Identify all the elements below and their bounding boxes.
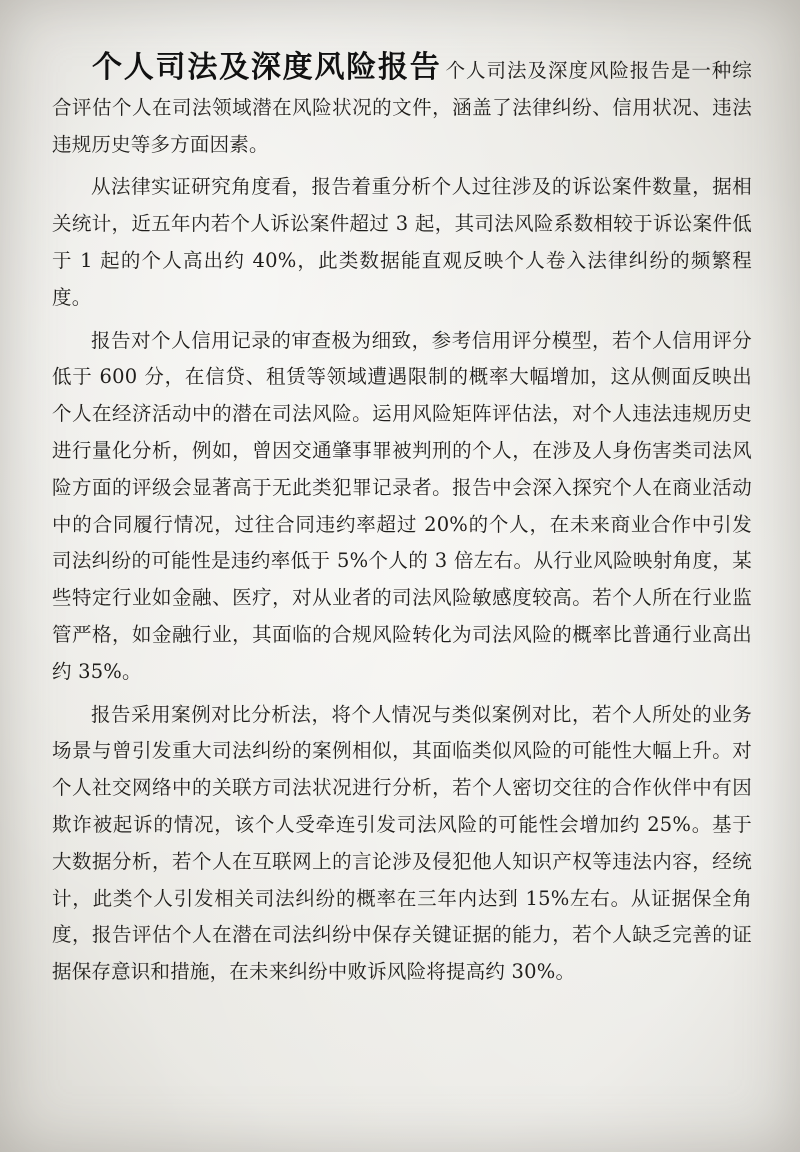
- body-paragraph-2: 报告对个人信用记录的审查极为细致，参考信用评分模型，若个人信用评分低于 600 分，在信贷、租赁等领域遭遇限制的概率大幅增加，这从侧面反映出个人在经济活动中的潜在司法风险。运用风险矩阵评估法，对个人违法违规历史进行量化分析，例如，曾因交通肇事罪被判刑的个人，在涉及人身伤害类司法风险方面的评级会显著高于无此类犯罪记录者。报告中会深入探究个人在商业活动中的合同履行情况，过往合同违约率超过 20%的个人，在未来商业合作中引发司法纠纷的可能性是违约率低于 5%个人的 3 倍左右。从行业风险映射角度，某些特定行业如金融、医疗，对从业者的司法风险敏感度较高。若个人所在行业监管严格，如金融行业，其面临的合规风险转化为司法风险的概率比普通行业高出约 35%。: [52, 328, 752, 683]
- document-title: 个人司法及深度风险报告: [92, 50, 442, 85]
- body-paragraph-1: 从法律实证研究角度看，报告着重分析个人过往涉及的诉讼案件数量，据相关统计，近五年内若个人诉讼案件超过 3 起，其司法风险系数相较于诉讼案件低于 1 起的个人高出约 40%，此类数据能直观反映个人卷入法律纠纷的频繁程度。: [52, 175, 752, 309]
- body-paragraph-3: 报告采用案例对比分析法，将个人情况与类似案例对比，若个人所处的业务场景与曾引发重大司法纠纷的案例相似，其面临类似风险的可能性大幅上升。对个人社交网络中的关联方司法状况进行分析，若个人密切交往的合作伙伴中有因欺诈被起诉的情况，该个人受牵连引发司法风险的可能性会增加约 25%。基于大数据分析，若个人在互联网上的言论涉及侵犯他人知识产权等违法内容，经统计，此类个人引发相关司法纠纷的概率在三年内达到 15%左右。从证据保全角度，报告评估个人在潜在司法纠纷中保存关键证据的能力，若个人缺乏完善的证据保存意识和措施，在未来纠纷中败诉风险将提高约 30%。: [52, 702, 752, 984]
- intro-text: 个人司法及深度风险报告是一种综合评估个人在司法领域潜在风险状况的文件，涵盖了法律纠纷、信用状况、违法违规历史等多方面因素。: [52, 59, 752, 156]
- document-body: [52, 50, 752, 991]
- intro-paragraph: [52, 50, 752, 163]
